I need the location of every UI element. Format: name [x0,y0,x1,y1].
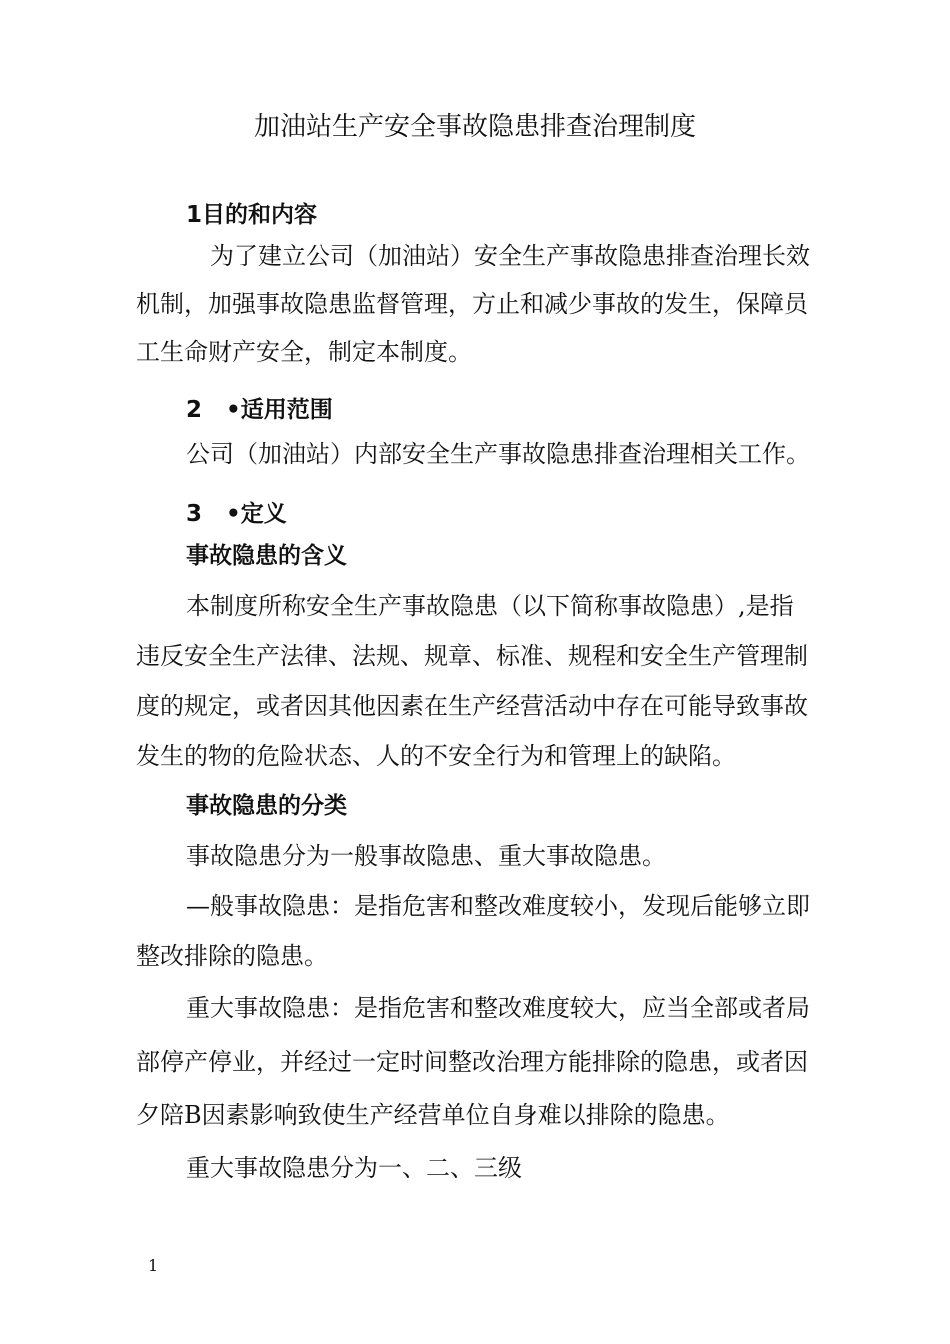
classification-paragraph: 事故隐患分为一般事故隐患、重大事故隐患。 [186,842,666,870]
general-hazard-line: —般事故隐患：是指危害和整改难度较小，发现后能够立即 [186,892,810,920]
section-3-number: 3 [186,501,203,527]
section-1-heading: 1目的和内容 [186,202,318,228]
section-2-heading [186,395,333,425]
section-1-paragraph-line: 工生命财产安全，制定本制度。 [136,338,472,366]
section-3-title: •定义 [226,501,287,527]
section-1-paragraph-line: 为了建立公司（加油站）安全生产事故隐患排查治理长效 [210,242,810,270]
section-3-heading [186,499,287,529]
general-hazard-line: 整改排除的隐患。 [136,942,328,970]
major-hazard-line: 夕陪B因素影响致使生产经营单位自身难以排除的隐患。 [136,1101,730,1129]
section-2-title: •适用范围 [226,397,333,423]
page-number: 1 [148,1256,159,1275]
subsection-classification-heading: 事故隐患的分类 [186,793,347,819]
section-1-paragraph-line: 机制，加强事故隐患监督管理，方止和减少事故的发生，保障员 [136,290,808,318]
meaning-paragraph-line: 本制度所称安全生产事故隐患（以下简称事故隐患）,是指 [186,592,794,620]
section-2-paragraph: 公司（加油站）内部安全生产事故隐患排查治理相关工作。 [186,440,810,468]
meaning-paragraph-line: 度的规定，或者因其他因素在生产经营活动中存在可能导致事故 [136,692,808,720]
major-hazard-line: 重大事故隐患：是指危害和整改难度较大，应当全部或者局 [186,994,810,1022]
subsection-meaning-heading: 事故隐患的含义 [186,543,347,569]
meaning-paragraph-line: 违反安全生产法律、法规、规章、标准、规程和安全生产管理制 [136,642,808,670]
major-hazard-levels: 重大事故隐患分为一、二、三级 [186,1154,522,1182]
major-hazard-line: 部停产停业，并经过一定时间整改治理方能排除的隐患，或者因 [136,1048,808,1076]
section-2-number: 2 [186,397,203,423]
meaning-paragraph-line: 发生的物的危险状态、人的不安全行为和管理上的缺陷。 [136,742,736,770]
page-title: 加油站生产安全事故隐患排查治理制度 [253,112,696,142]
